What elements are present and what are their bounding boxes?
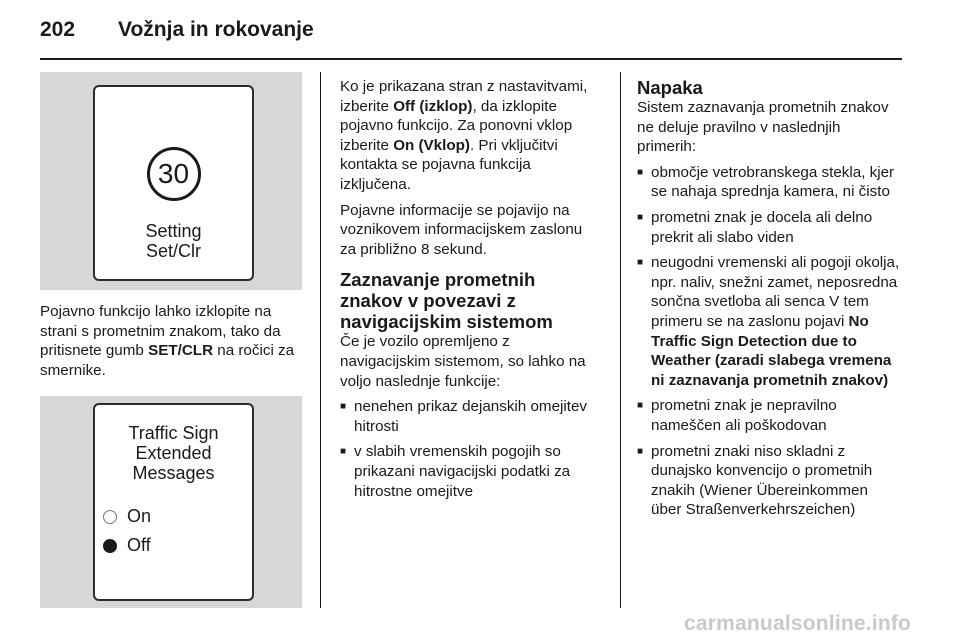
paragraph: Pojavno funkcijo lahko izklopite na strani s prometnim znakom, tako da pritisnete gumb SET/CLR na ročici za smernike. <box>40 303 295 379</box>
paragraph: Pojavne informacije se pojavijo na voznikovem informacijskem zaslonu za približno 8 sekund. <box>340 201 583 258</box>
column-3 <box>637 77 902 526</box>
radio-option-off: Off <box>103 536 151 556</box>
column-divider <box>620 72 621 608</box>
speed-limit-sign-icon: 30 <box>147 147 201 201</box>
header-rule <box>40 58 902 60</box>
figure-speed-limit-display <box>40 72 302 290</box>
column-divider <box>320 72 321 608</box>
bullet-list <box>340 397 602 501</box>
list-item: ■ neugodni vremenski ali pogoji okolja, npr. naliv, snežni zamet, neposredna sončna svetloba ali senca V tem primeru se na zaslonu pojavi No Traffic Sign Detection due to Weather (zaradi slabega vremena ni zaznavanja prometnih znakov) <box>637 253 902 390</box>
list-item: ■ v slabih vremenskih pogojih so prikazani navigacijski podatki za hitrostne omejitve <box>340 442 602 501</box>
menu-title: Traffic Sign Extended Messages <box>128 423 219 484</box>
page-title: Vožnja in rokovanje <box>118 18 314 41</box>
paragraph: Ko je prikazana stran z nastavitvami, izberite Off (izklop), da izklopite pojavno funkcijo. Za ponovni vklop izberite On (Vklop). Pri vključitvi kontakta se pojavna funkcija izključena. <box>340 78 588 193</box>
radio-selected-icon <box>103 539 117 553</box>
figure-traffic-sign-messages <box>40 396 302 608</box>
page-number: 202 <box>40 18 76 41</box>
section-heading: Napaka <box>637 77 703 98</box>
list-item: ■ nenehen prikaz dejanskih omejitev hitrosti <box>340 397 602 436</box>
page-header <box>40 18 314 48</box>
list-item: ■ prometni znak je docela ali delno prekrit ali slabo viden <box>637 208 902 247</box>
section-heading: Zaznavanje prometnih znakov v povezavi z navigacijskim sistemom <box>340 269 553 333</box>
paragraph: Če je vozilo opremljeno z navigacijskim sistemom, so lahko na voljo naslednje funkcije: <box>340 333 586 390</box>
display-panel <box>93 85 254 281</box>
bullet-list <box>637 163 902 520</box>
list-item: ■ prometni znak je nepravilno nameščen ali poškodovan <box>637 396 902 435</box>
setting-caption: Setting Set/Clr <box>145 221 202 261</box>
radio-unselected-icon <box>103 510 117 524</box>
paragraph: Sistem zaznavanja prometnih znakov ne deluje pravilno v naslednjih primerih: <box>637 99 889 156</box>
watermark: carmanualsonline.info <box>684 612 912 635</box>
list-item: ■ območje vetrobranskega stekla, kjer se nahaja sprednja kamera, ni čisto <box>637 163 902 202</box>
column-1 <box>40 72 302 608</box>
column-2 <box>340 77 602 507</box>
list-item: ■ prometni znaki niso skladni z dunajsko konvencijo o prometnih znakih (Wiener Übereinkommen über Straßenverkehrszeichen) <box>637 442 902 520</box>
display-panel <box>93 403 254 601</box>
radio-option-on: On <box>103 507 151 527</box>
